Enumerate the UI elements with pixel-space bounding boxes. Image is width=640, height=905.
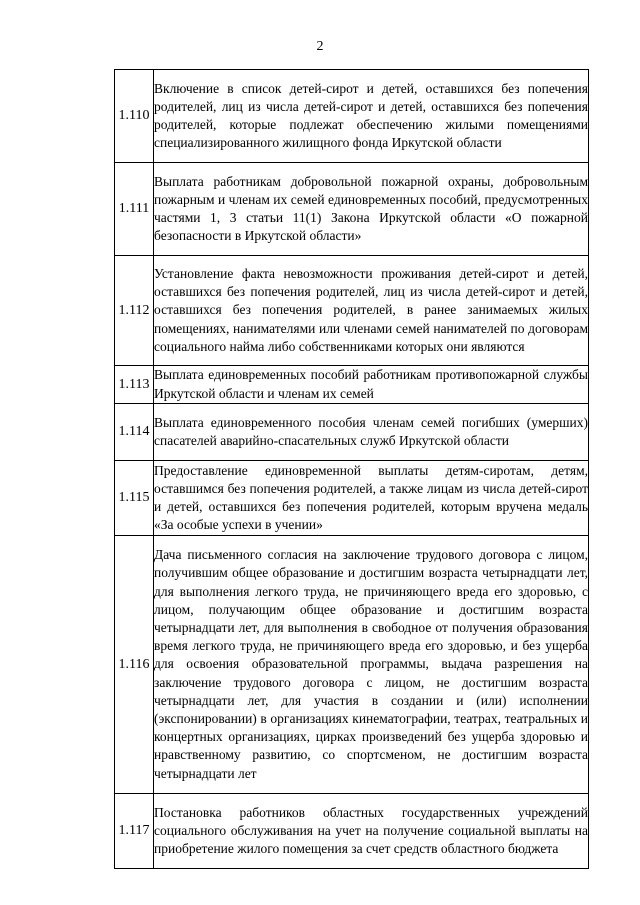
row-number: 1.116 bbox=[115, 536, 154, 794]
row-number: 1.114 bbox=[115, 404, 154, 461]
row-number: 1.113 bbox=[115, 366, 154, 404]
row-description: Выплата работникам добровольной пожарной охраны, добровольным пожарным и членам их семей единовременных пособий, предусмотренных частями 1, 3 статьи 11(1) Закона Иркутской области «О пожарной безопасности в Иркутской области» bbox=[154, 163, 589, 256]
row-description: Включение в список детей-сирот и детей, оставшихся без попечения родителей, лиц из числа детей-сирот и детей, оставшихся без попечения родителей, которые подлежат обеспечению жилыми помещениями специализированного жилищного фонда Иркутской области bbox=[154, 70, 589, 163]
table-row bbox=[115, 256, 589, 366]
table-row bbox=[115, 163, 589, 256]
row-number: 1.117 bbox=[115, 794, 154, 869]
services-table bbox=[114, 69, 589, 869]
page-number: 2 bbox=[316, 39, 324, 54]
row-description: Установление факта невозможности проживания детей-сирот и детей, оставшихся без попечения родителей, лиц из числа детей-сирот и детей, оставшихся без попечения родителей, в ранее занимаемых жилых помещениях, нанимателями или членами семей нанимателей по договорам социального найма либо собственниками которых они являются bbox=[154, 256, 589, 366]
row-description: Выплата единовременных пособий работникам противопожарной службы Иркутской области и членам их семей bbox=[154, 366, 589, 404]
table-row bbox=[115, 461, 589, 536]
table-row bbox=[115, 536, 589, 794]
row-description: Выплата единовременного пособия членам семей погибших (умерших) спасателей аварийно-спасательных служб Иркутской области bbox=[154, 404, 589, 461]
row-number: 1.115 bbox=[115, 461, 154, 536]
row-number: 1.112 bbox=[115, 256, 154, 366]
row-description: Постановка работников областных государственных учреждений социального обслуживания на учет на получение социальной выплаты на приобретение жилого помещения за счет средств областного бюджета bbox=[154, 794, 589, 869]
row-number: 1.110 bbox=[115, 70, 154, 163]
table-row bbox=[115, 366, 589, 404]
table-row bbox=[115, 794, 589, 869]
table-row bbox=[115, 70, 589, 163]
row-description: Дача письменного согласия на заключение трудового договора с лицом, получившим общее образование и достигшим возраста четырнадцати лет, для выполнения легкого труда, не причиняющего вреда его здоровью, с лицом, получающим общее образование и достигшим возраста четырнадцати лет, для выполнения в свободное от получения образования время легкого труда, не причиняющего вреда его здоровью, и без ущерба для освоения образовательной программы, выдача разрешения на заключение трудового договора с лицом, не достигшим возраста четырнадцати лет, для участия в создании и (или) исполнении (экспонировании) в организациях кинематографии, театрах, театральных и концертных организациях, цирках произведений без ущерба здоровью и нравственному развитию, со спортсменом, не достигшим возраста четырнадцати лет bbox=[154, 536, 589, 794]
row-description: Предоставление единовременной выплаты детям-сиротам, детям, оставшимся без попечения родителей, а также лицам из числа детей-сирот и детей, оставшихся без попечения родителей, которым вручена медаль «За особые успехи в учении» bbox=[154, 461, 589, 536]
row-number: 1.111 bbox=[115, 163, 154, 256]
table-row bbox=[115, 404, 589, 461]
